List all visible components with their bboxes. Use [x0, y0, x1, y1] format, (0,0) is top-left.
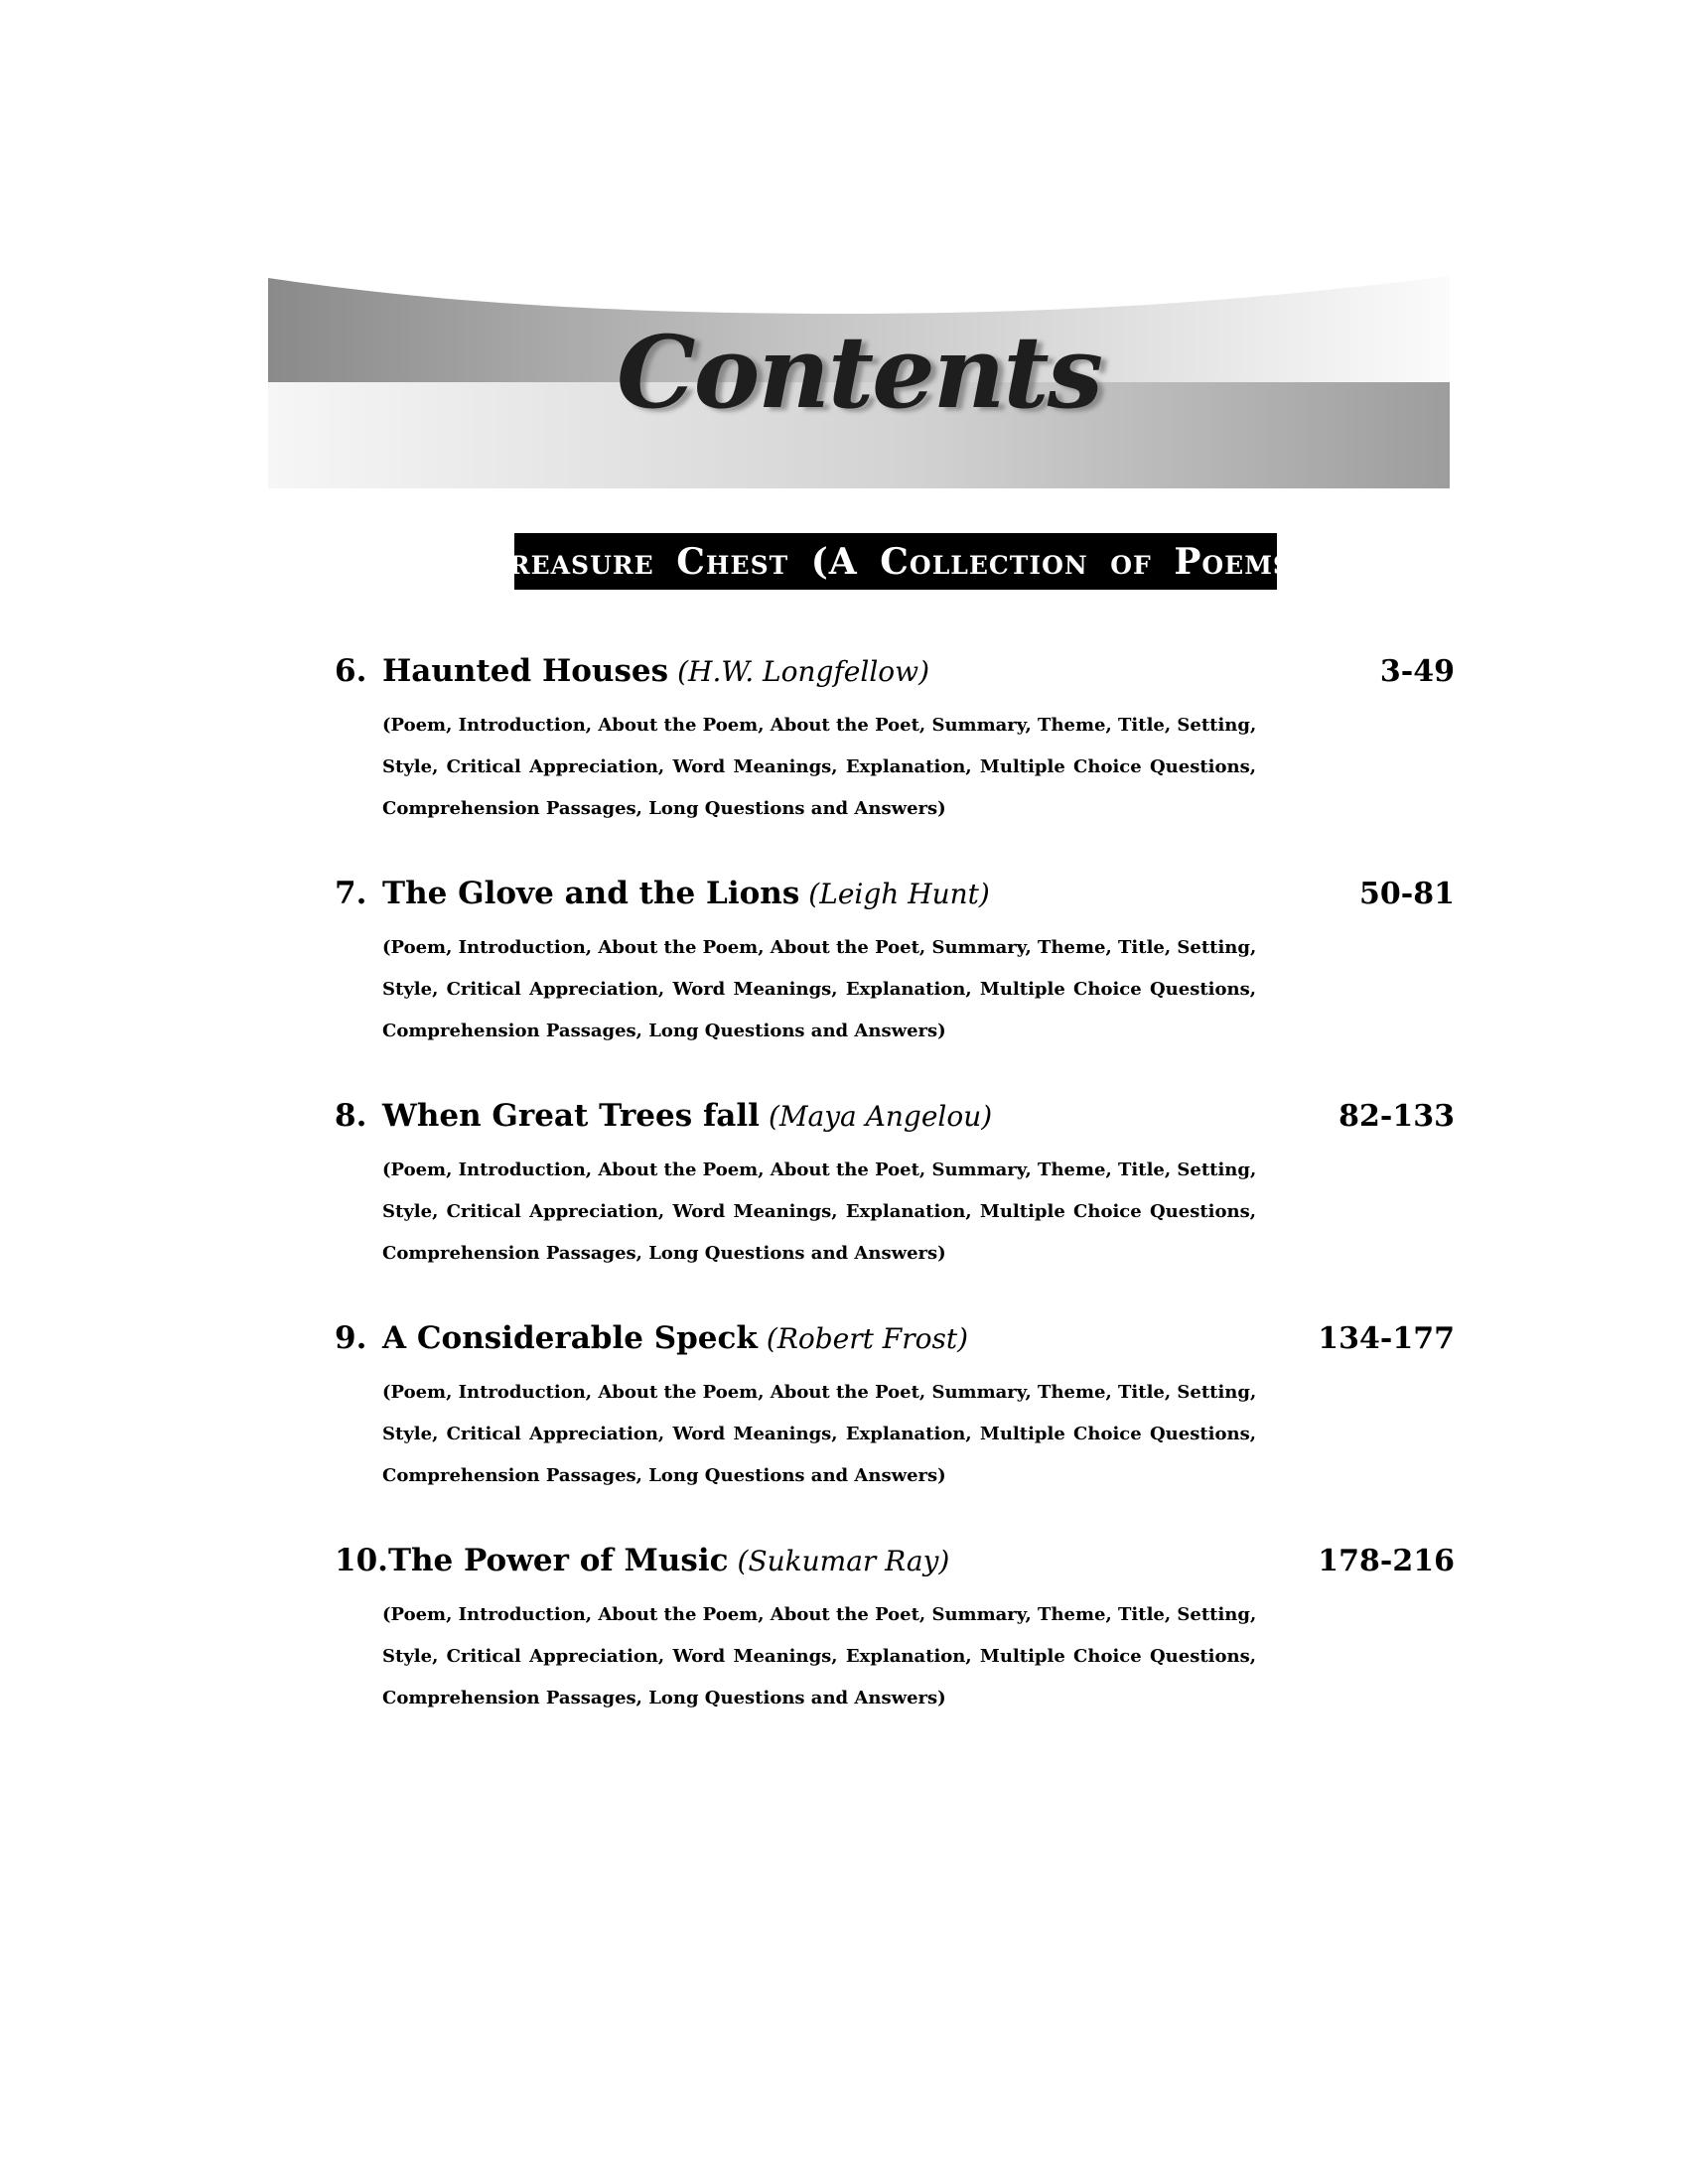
- toc-entry: [335, 650, 1455, 830]
- description-line: Style, Critical Appreciation, Word Meanings, Explanation, Multiple Choice Questions,: [382, 1646, 1256, 1667]
- description-line: Style, Critical Appreciation, Word Meanings, Explanation, Multiple Choice Questions,: [382, 979, 1256, 1000]
- entry-description: [382, 1372, 1256, 1497]
- entry-heading-row: [335, 1540, 1455, 1582]
- toc-entry: [335, 1540, 1455, 1719]
- description-line: (Poem, Introduction, About the Poem, About the Poet, Summary, Theme, Title, Setting,: [382, 937, 1257, 958]
- entry-author: (Maya Angelou): [768, 1100, 993, 1133]
- entry-title: Haunted Houses: [382, 653, 669, 689]
- contents-banner: [268, 270, 1450, 488]
- entry-number: 6.: [335, 653, 367, 689]
- entry-heading-row: [335, 1317, 1455, 1360]
- entry-title: The Power of Music: [387, 1543, 729, 1578]
- entry-number: 8.: [335, 1098, 367, 1134]
- table-of-contents: [335, 650, 1455, 1762]
- description-line: Comprehension Passages, Long Questions and Answers): [382, 1465, 946, 1486]
- entry-page-range: 82-133: [1338, 1099, 1455, 1134]
- entry-title: A Considerable Speck: [382, 1320, 758, 1356]
- entry-number: 9.: [335, 1320, 367, 1356]
- entry-description: [382, 1594, 1256, 1719]
- page-title: Contents: [616, 314, 1101, 431]
- description-line: (Poem, Introduction, About the Poem, About the Poet, Summary, Theme, Title, Setting,: [382, 1604, 1257, 1625]
- description-line: Comprehension Passages, Long Questions and Answers): [382, 798, 946, 819]
- description-line: Comprehension Passages, Long Questions and Answers): [382, 1243, 946, 1264]
- entry-author: (Sukumar Ray): [737, 1545, 950, 1577]
- entry-description: [382, 927, 1256, 1052]
- entry-author: (H.W. Longfellow): [677, 655, 930, 688]
- description-line: Style, Critical Appreciation, Word Meanings, Explanation, Multiple Choice Questions,: [382, 756, 1256, 777]
- entry-author: (Leigh Hunt): [808, 878, 990, 910]
- description-line: Style, Critical Appreciation, Word Meanings, Explanation, Multiple Choice Questions,: [382, 1201, 1256, 1222]
- toc-entry: [335, 873, 1455, 1052]
- entry-heading-row: [335, 650, 1455, 693]
- description-line: (Poem, Introduction, About the Poem, About the Poet, Summary, Theme, Title, Setting,: [382, 1382, 1257, 1403]
- entry-author: (Robert Frost): [766, 1322, 968, 1355]
- section-heading-bar: [482, 533, 1310, 590]
- entry-title: The Glove and the Lions: [382, 876, 800, 911]
- entry-page-range: 134-177: [1318, 1321, 1455, 1356]
- entry-page-range: 50-81: [1359, 877, 1455, 911]
- entry-heading-row: [335, 1095, 1455, 1138]
- entry-description: [382, 705, 1256, 830]
- entry-page-range: 178-216: [1318, 1544, 1455, 1578]
- toc-entry: [335, 1095, 1455, 1275]
- description-line: Style, Critical Appreciation, Word Meanings, Explanation, Multiple Choice Questions,: [382, 1424, 1256, 1444]
- entry-heading-row: [335, 873, 1455, 915]
- description-line: (Poem, Introduction, About the Poem, About the Poet, Summary, Theme, Title, Setting,: [382, 715, 1257, 736]
- entry-description: [382, 1150, 1256, 1275]
- entry-number: 10.: [335, 1543, 388, 1578]
- entry-page-range: 3-49: [1379, 654, 1455, 689]
- description-line: Comprehension Passages, Long Questions and Answers): [382, 1021, 946, 1041]
- entry-title: When Great Trees fall: [382, 1098, 760, 1134]
- description-line: (Poem, Introduction, About the Poem, About the Poet, Summary, Theme, Title, Setting,: [382, 1160, 1257, 1180]
- description-line: Comprehension Passages, Long Questions and Answers): [382, 1688, 946, 1708]
- toc-entry: [335, 1317, 1455, 1497]
- section-heading-label: Treasure Chest (A Collection of Poems): [482, 540, 1310, 583]
- entry-number: 7.: [335, 876, 367, 911]
